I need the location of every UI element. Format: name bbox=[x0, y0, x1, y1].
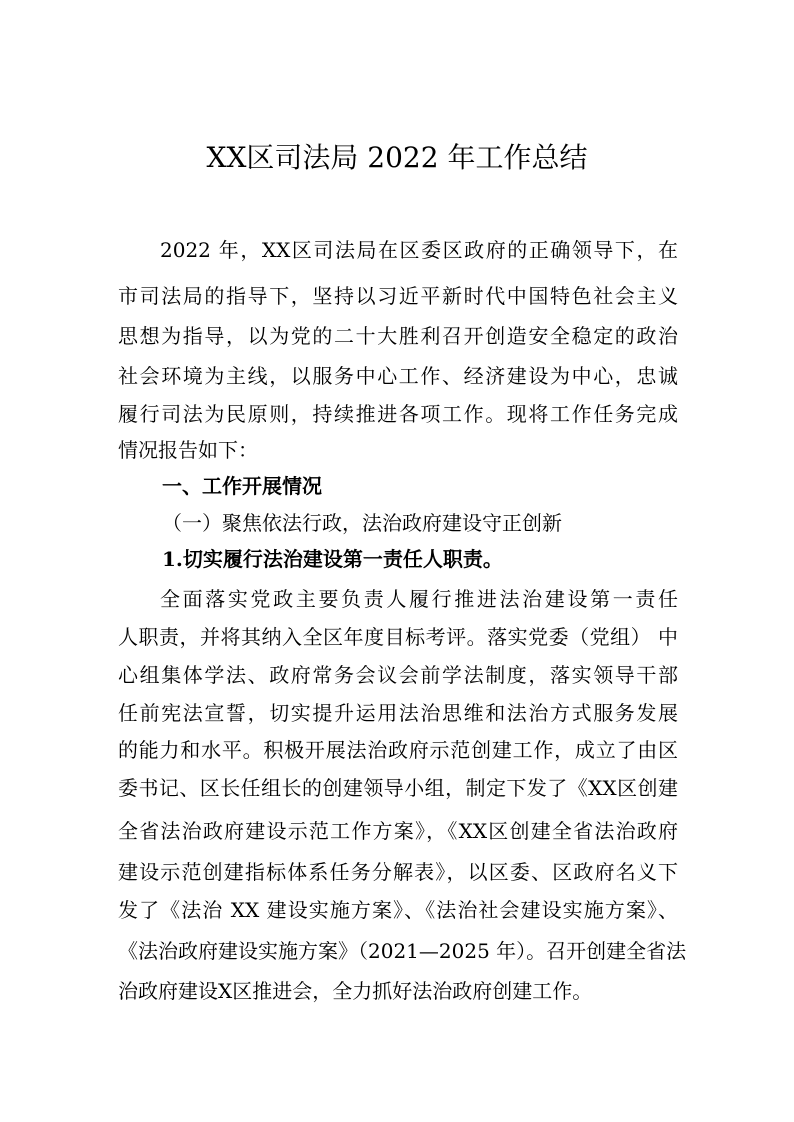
intro-line: 市司法局的指导下，坚持以习近平新时代中国特色社会主义 bbox=[118, 284, 678, 308]
body-line: 心组集体学法、政府常务会议会前学法制度，落实领导干部 bbox=[118, 663, 678, 687]
item-heading: 1.切实履行法治建设第一责任人职责。 bbox=[162, 547, 503, 571]
intro-line: 思想为指导，以为党的二十大胜利召开创造安全稳定的政治 bbox=[118, 324, 678, 348]
body-line: 《法治政府建设实施方案》（2021—2025 年）。召开创建全省法 bbox=[118, 939, 687, 963]
body-line: 发了《法治 XX 建设实施方案》、《法治社会建设实施方案》、 bbox=[118, 898, 678, 922]
body-line: 全面落实党政主要负责人履行推进法治建设第一责任 bbox=[160, 587, 678, 611]
body-line: 任前宪法宣誓，切实提升运用法治思维和法治方式服务发展 bbox=[118, 701, 678, 725]
intro-line: 2022 年，XX区司法局在区委区政府的正确领导下，在 bbox=[160, 238, 678, 262]
body-line: 的能力和水平。积极开展法治政府示范创建工作，成立了由区 bbox=[118, 738, 678, 762]
intro-line: 社会环境为主线，以服务中心工作、经济建设为中心，忠诚 bbox=[118, 364, 678, 388]
page-title: XX区司法局 2022 年工作总结 bbox=[206, 141, 588, 174]
body-line: 委书记、区长任组长的创建领导小组，制定下发了《XX区创建 bbox=[118, 776, 678, 800]
body-line: 人职责，并将其纳入全区年度目标考评。落实党委（党组） 中 bbox=[118, 625, 678, 649]
intro-line: 情况报告如下： bbox=[118, 438, 258, 462]
body-line: 建设示范创建指标体系任务分解表》，以区委、区政府名义下 bbox=[118, 860, 678, 884]
body-line: 治政府建设X区推进会，全力抓好法治政府创建工作。 bbox=[118, 979, 593, 1003]
body-line: 全省法治政府建设示范工作方案》，《XX区创建全省法治政府 bbox=[118, 819, 678, 843]
subsection-heading: （一）聚焦依法行政，法治政府建设守正创新 bbox=[162, 511, 562, 535]
section-heading: 一、工作开展情况 bbox=[162, 474, 322, 498]
intro-line: 履行司法为民原则，持续推进各项工作。现将工作任务完成 bbox=[118, 402, 678, 426]
